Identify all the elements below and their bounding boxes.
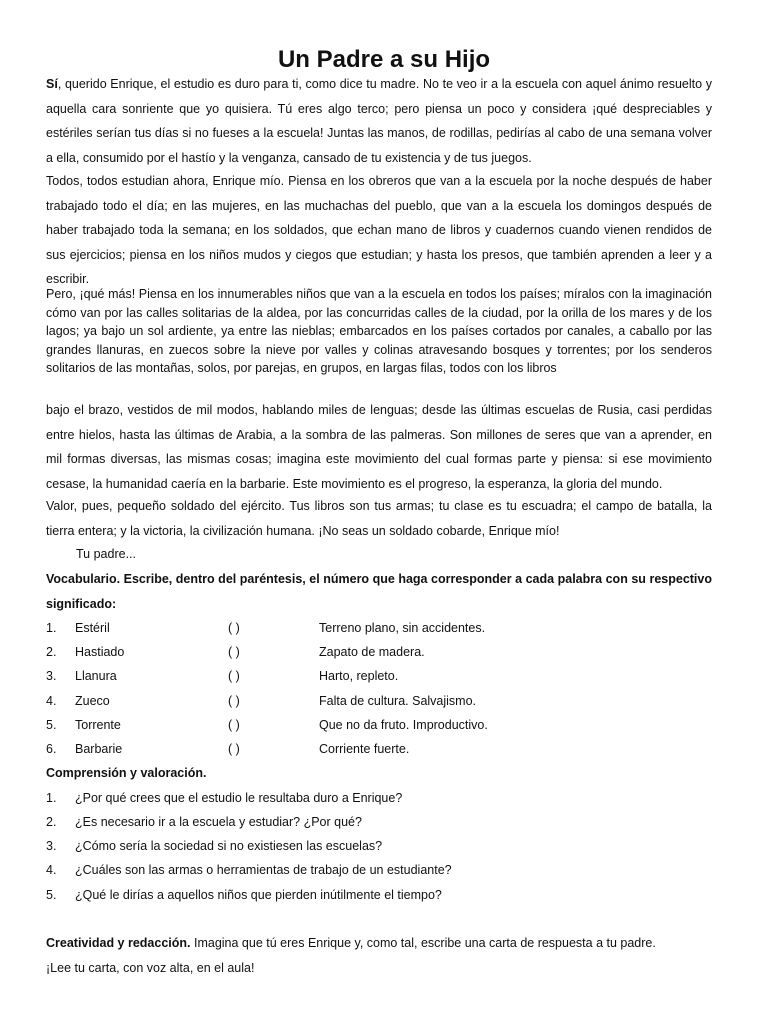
- story-paragraph-4: bajo el brazo, vestidos de mil modos, hablando miles de lenguas; desde las últimas escuelas de Rusia, casi perdidas entre hielos, hasta las últimas de Arabia, a la sombra de las palmeras. Son millones de seres que van a aprender, en mil formas diversas, las mismas cosas; imagina este movimiento del cual formas parte y piensa: si ese movimiento cesase, la humanidad caería en la barbarie. Este movimiento es el progreso, la esperanza, la gloria del mundo.: [46, 403, 712, 491]
- vocabulary-word: Zueco: [75, 694, 110, 708]
- vocabulary-number: 3.: [46, 669, 57, 683]
- vocabulary-number: 6.: [46, 742, 57, 756]
- question-item: [46, 810, 716, 834]
- story-paragraph-5: Valor, pues, pequeño soldado del ejército. Tus libros son tus armas; tu clase es tu escuadra; el campo de batalla, la tierra entera; y la victoria, la civilización humana. ¡No seas un soldado cobarde, Enrique mío!: [46, 499, 712, 538]
- creativity-heading: Creatividad y redacción.: [46, 936, 191, 950]
- vocabulary-word: Hastiado: [75, 645, 125, 659]
- vocabulary-number: 4.: [46, 694, 57, 708]
- question-text: ¿Cuáles son las armas o herramientas de trabajo de un estudiante?: [75, 863, 452, 877]
- question-item: [46, 834, 716, 858]
- page-title: Un Padre a su Hijo: [277, 46, 491, 73]
- vocabulary-word: Torrente: [75, 718, 121, 732]
- vocabulary-definition: Zapato de madera.: [319, 645, 425, 659]
- question-text: ¿Qué le dirías a aquellos niños que pierden inútilmente el tiempo?: [75, 888, 442, 902]
- story-paragraph-1: [46, 72, 712, 170]
- story-paragraph-1-lead: Sí: [46, 77, 58, 91]
- answer-blank[interactable]: ( ): [228, 645, 240, 659]
- question-text: ¿Cómo sería la sociedad si no existiesen las escuelas?: [75, 839, 383, 853]
- question-item: [46, 786, 716, 810]
- question-number: 4.: [46, 863, 57, 877]
- closing-line: ¡Lee tu carta, con voz alta, en el aula!: [46, 961, 255, 975]
- signature: Tu padre...: [76, 547, 136, 561]
- vocabulary-number: 2.: [46, 645, 57, 659]
- vocabulary-row: [46, 689, 716, 713]
- answer-blank[interactable]: ( ): [228, 694, 240, 708]
- vocabulary-word: Estéril: [75, 621, 110, 635]
- vocabulary-row: [46, 616, 716, 640]
- vocabulary-definition: Harto, repleto.: [319, 669, 399, 683]
- creativity-instruction: [46, 931, 716, 955]
- question-number: 5.: [46, 888, 57, 902]
- vocabulary-heading: Vocabulario. Escribe, dentro del paréntesis, el número que haga corresponder a cada palabra con su respectivo significado:: [46, 572, 712, 611]
- answer-blank[interactable]: ( ): [228, 718, 240, 732]
- answer-blank[interactable]: ( ): [228, 621, 240, 635]
- answer-blank[interactable]: ( ): [228, 742, 240, 756]
- creativity-text: Imagina que tú eres Enrique y, como tal, escribe una carta de respuesta a tu padre.: [190, 936, 656, 950]
- vocabulary-row: [46, 713, 716, 737]
- vocabulary-definition: Corriente fuerte.: [319, 742, 410, 756]
- vocabulary-word: Barbarie: [75, 742, 123, 756]
- question-item: [46, 883, 716, 907]
- vocabulary-row: [46, 640, 716, 664]
- comprehension-heading: Comprensión y valoración.: [46, 766, 207, 780]
- question-number: 3.: [46, 839, 57, 853]
- vocabulary-number: 5.: [46, 718, 57, 732]
- vocabulary-number: 1.: [46, 621, 57, 635]
- vocabulary-word: Llanura: [75, 669, 117, 683]
- vocabulary-definition: Falta de cultura. Salvajismo.: [319, 694, 477, 708]
- story-paragraph-3: Pero, ¡qué más! Piensa en los innumerables niños que van a la escuela en todos los países; míralos con la imaginación cómo van por las calles solitarias de la aldea, por las concurridas calles de la ciudad, por la orilla de los mares y de los lagos; ya bajo un sol ardiente, ya entre las nieblas; embarcados en los países cortados por canales, a caballo por las grandes llanuras, en zuecos sobre la nieve por valles y colinas atravesando bosques y torrentes; por los senderos solitarios de las montañas, solos, por parejas, en grupos, en largas filas, todos con los libros: [46, 287, 712, 375]
- vocabulary-definition: Que no da fruto. Improductivo.: [319, 718, 488, 732]
- vocabulary-definition: Terreno plano, sin accidentes.: [319, 621, 486, 635]
- story-paragraph-2: Todos, todos estudian ahora, Enrique mío. Piensa en los obreros que van a la escuela por la noche después de haber trabajado todo el día; en las mujeres, en las muchachas del pueblo, que van a la escuela los domingos después de haber trabajado toda la semana; en los soldados, que echan mano de libros y cuadernos cuando vienen rendidos de sus ejercicios; piensa en los niños mudos y ciegos que estudian; y hasta los presos, que también aprenden a leer y a escribir.: [46, 174, 712, 286]
- vocabulary-row: [46, 737, 716, 761]
- question-number: 2.: [46, 815, 57, 829]
- vocabulary-row: [46, 664, 716, 688]
- question-text: ¿Es necesario ir a la escuela y estudiar? ¿Por qué?: [75, 815, 362, 829]
- story-paragraph-1-text: , querido Enrique, el estudio es duro para ti, como dice tu madre. No te veo ir a la escuela con aquel ánimo resuelto y aquella cara sonriente que yo quisiera. Tú eres algo terco; pero piensa un poco y considera ¡qué despreciables y estériles serían tus días si no fueses a la escuela! Juntas las manos, de rodillas, pedirías al cabo de una semana volver a ella, consumido por el hastío y la venganza, cansado de tu existencia y de tus juegos.: [46, 77, 712, 165]
- question-number: 1.: [46, 791, 57, 805]
- question-item: [46, 858, 716, 882]
- question-text: ¿Por qué crees que el estudio le resultaba duro a Enrique?: [75, 791, 403, 805]
- answer-blank[interactable]: ( ): [228, 669, 240, 683]
